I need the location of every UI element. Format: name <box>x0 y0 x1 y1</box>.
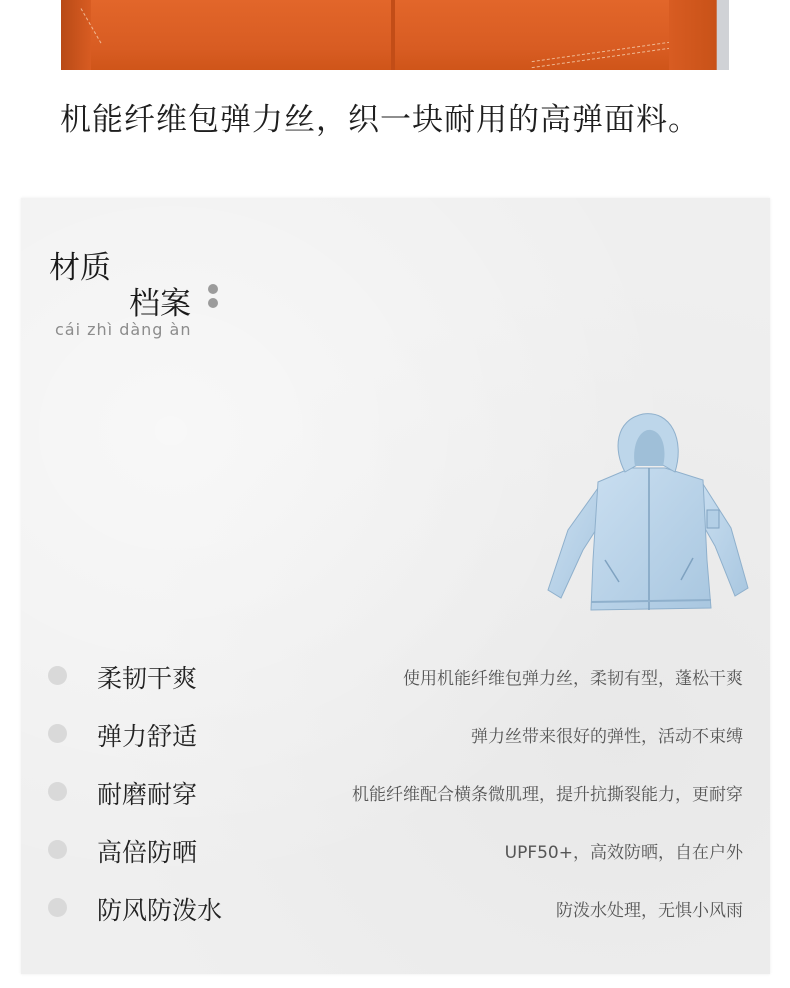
bullet-dot-icon <box>48 898 67 917</box>
feature-desc: 机能纤维配合横条微肌理，提升抗撕裂能力，更耐穿 <box>352 785 743 805</box>
feature-desc: 弹力丝带来很好的弹性，活动不束缚 <box>471 727 743 747</box>
tagline: 机能纤维包弹力丝，织一块耐用的高弹面料。 <box>60 102 700 138</box>
bullet-dot-icon <box>48 782 67 801</box>
colon-dots-icon <box>208 284 218 312</box>
material-profile-card <box>21 198 770 974</box>
fabric-fold-left <box>61 0 91 70</box>
feature-desc: 使用机能纤维包弹力丝，柔韧有型，蓬松干爽 <box>403 669 743 689</box>
feature-name: 防风防泼水 <box>97 896 223 925</box>
feature-row <box>21 772 770 812</box>
feature-name: 柔韧干爽 <box>97 664 198 693</box>
feature-name: 耐磨耐穿 <box>97 780 198 809</box>
feature-row <box>21 656 770 696</box>
bullet-dot-icon <box>48 724 67 743</box>
bullet-dot-icon <box>48 840 67 859</box>
feature-row <box>21 714 770 754</box>
feature-row <box>21 888 770 928</box>
feature-name: 弹力舒适 <box>97 722 198 751</box>
blue-jacket-illustration <box>543 410 753 620</box>
zipper-placket <box>391 0 395 70</box>
orange-jacket-photo <box>61 0 729 70</box>
card-title-line1: 材质 <box>49 250 111 286</box>
stitch-seam <box>532 39 691 62</box>
bullet-dot-icon <box>48 666 67 685</box>
card-title-line2: 档案 <box>129 286 191 322</box>
stitch-seam <box>532 45 691 68</box>
feature-name: 高倍防晒 <box>97 838 198 867</box>
feature-desc: 防泼水处理，无惧小风雨 <box>556 901 743 921</box>
feature-row <box>21 830 770 870</box>
fabric-fold-right <box>669 0 729 70</box>
card-pinyin: cái zhì dàng àn <box>55 320 192 339</box>
feature-desc: UPF50+，高效防晒，自在户外 <box>504 843 743 863</box>
